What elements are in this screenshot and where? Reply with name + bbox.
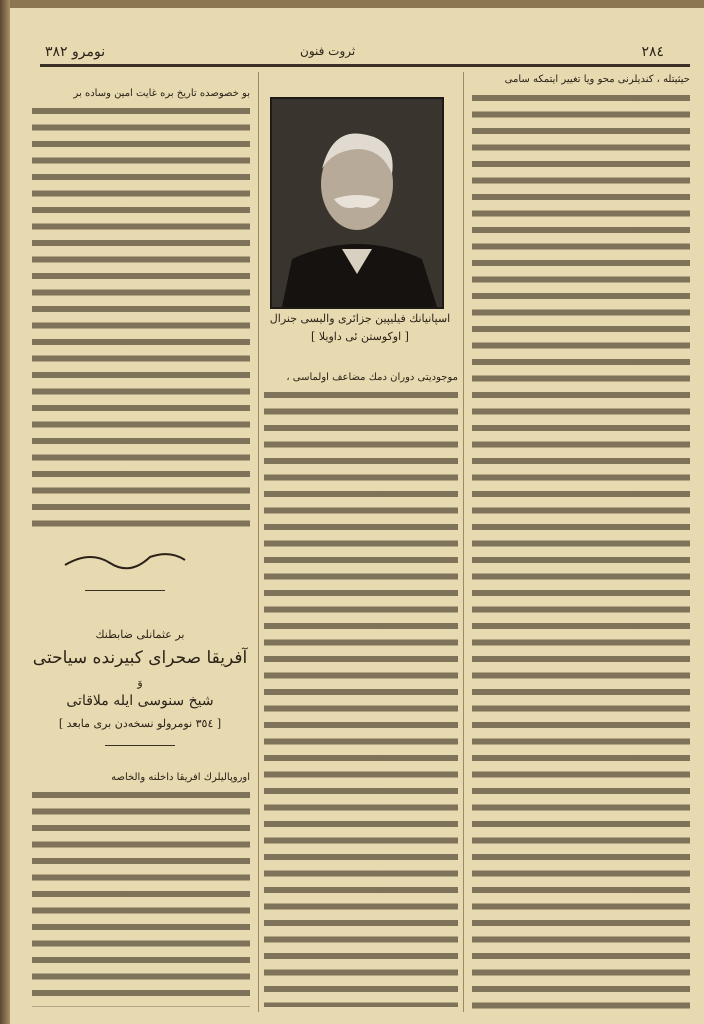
middle-column-text — [264, 392, 458, 1007]
continued-note: [ ٣٥٤ نومرولو نسخه‌دن برى مابعد ] — [58, 717, 222, 730]
middle-column-first-line: موجودیتی دوران دمك مضاعف اولماسی ، — [286, 372, 458, 383]
header-rule — [40, 64, 690, 67]
portrait-caption-line2: [ اوکوستن ئی داویلا ] — [311, 330, 409, 343]
divider — [85, 590, 165, 591]
column-divider — [258, 72, 259, 1012]
article-title: آفریقا صحرای کبیرنده سیاحتی — [32, 648, 248, 668]
right-column-text — [472, 95, 690, 1010]
journal-title: ثروت فنون — [300, 44, 356, 58]
signature — [60, 545, 190, 575]
left-section-first-line: اوروپالیلرك افریقا داخلنه والخاصه — [111, 772, 250, 783]
column-divider — [463, 72, 464, 1012]
article-subtitle: شیخ سنوسی ایله ملاقاتی — [66, 693, 214, 709]
left-section-text — [32, 792, 250, 1007]
issue-number: نومرو ٣٨٢ — [45, 44, 106, 60]
portrait-caption-line1: اسپانیانك فیلیپین جزائری والیسی جنرال — [269, 312, 451, 325]
left-column-first-line: بو خصوصده تاریخ بره غایت امین وساده بر — [73, 88, 250, 99]
page-number: ٢٨٤ — [641, 44, 664, 60]
binding-edge — [0, 0, 10, 1024]
article-byline: بر عثمانلی ضابطنك — [95, 628, 185, 641]
article-conjunction: وَ — [137, 676, 143, 689]
left-column-text — [32, 108, 250, 528]
right-column-first-line: حیثیتله ، کندیلرنی محو ویا تغییر ایتمکه سامی — [504, 74, 690, 85]
page-top-edge — [0, 0, 704, 8]
portrait-photo — [270, 97, 444, 309]
portrait-figure — [272, 99, 442, 307]
ornament-divider — [105, 745, 175, 746]
